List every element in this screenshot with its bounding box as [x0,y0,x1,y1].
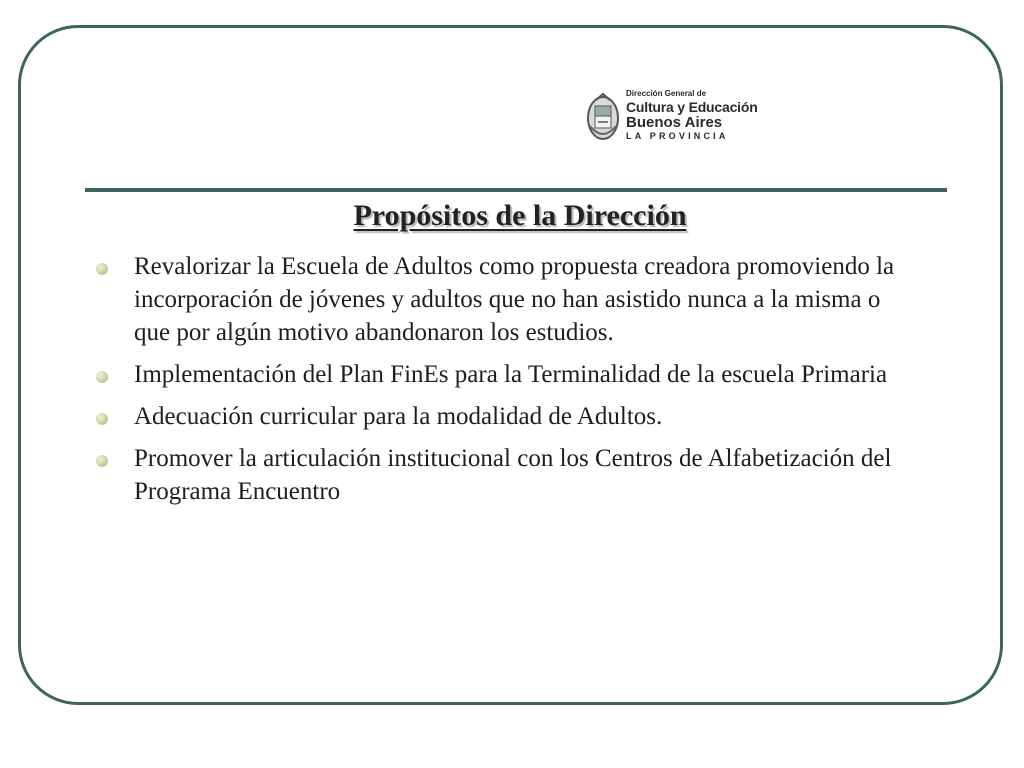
logo-line-4: LA PROVINCIA [626,131,729,141]
list-item [92,358,912,391]
bullet-text: Revalorizar la Escuela de Adultos como propuesta creadora promoviendo la incorporación de jóvenes y adultos que no han asistido nunca a la misma o que por algún motivo abandonaron los estudios. [134,253,895,346]
logo-line-2: Cultura y Educación [626,99,758,115]
bullet-icon [96,413,108,425]
bullet-icon [96,455,108,467]
logo-line-1: Dirección General de [626,89,707,98]
list-item [92,400,912,433]
title-rule [85,188,947,192]
institution-logo [586,90,786,146]
provincial-seal-icon [586,92,620,142]
bullet-text: Adecuación curricular para la modalidad de Adultos. [134,403,663,430]
slide-title: Propósitos de la Dirección [353,199,687,232]
bullet-icon [96,263,108,275]
bullet-text: Implementación del Plan FinEs para la Terminalidad de la escuela Primaria [134,361,888,388]
logo-text [626,90,758,141]
logo-line-3: Buenos Aires [626,114,723,131]
bullet-list [92,250,912,517]
bullet-text: Promover la articulación institucional con los Centros de Alfabetización del Programa Encuentro [134,445,892,505]
bullet-icon [96,371,108,383]
list-item [92,442,912,508]
list-item [92,250,912,349]
